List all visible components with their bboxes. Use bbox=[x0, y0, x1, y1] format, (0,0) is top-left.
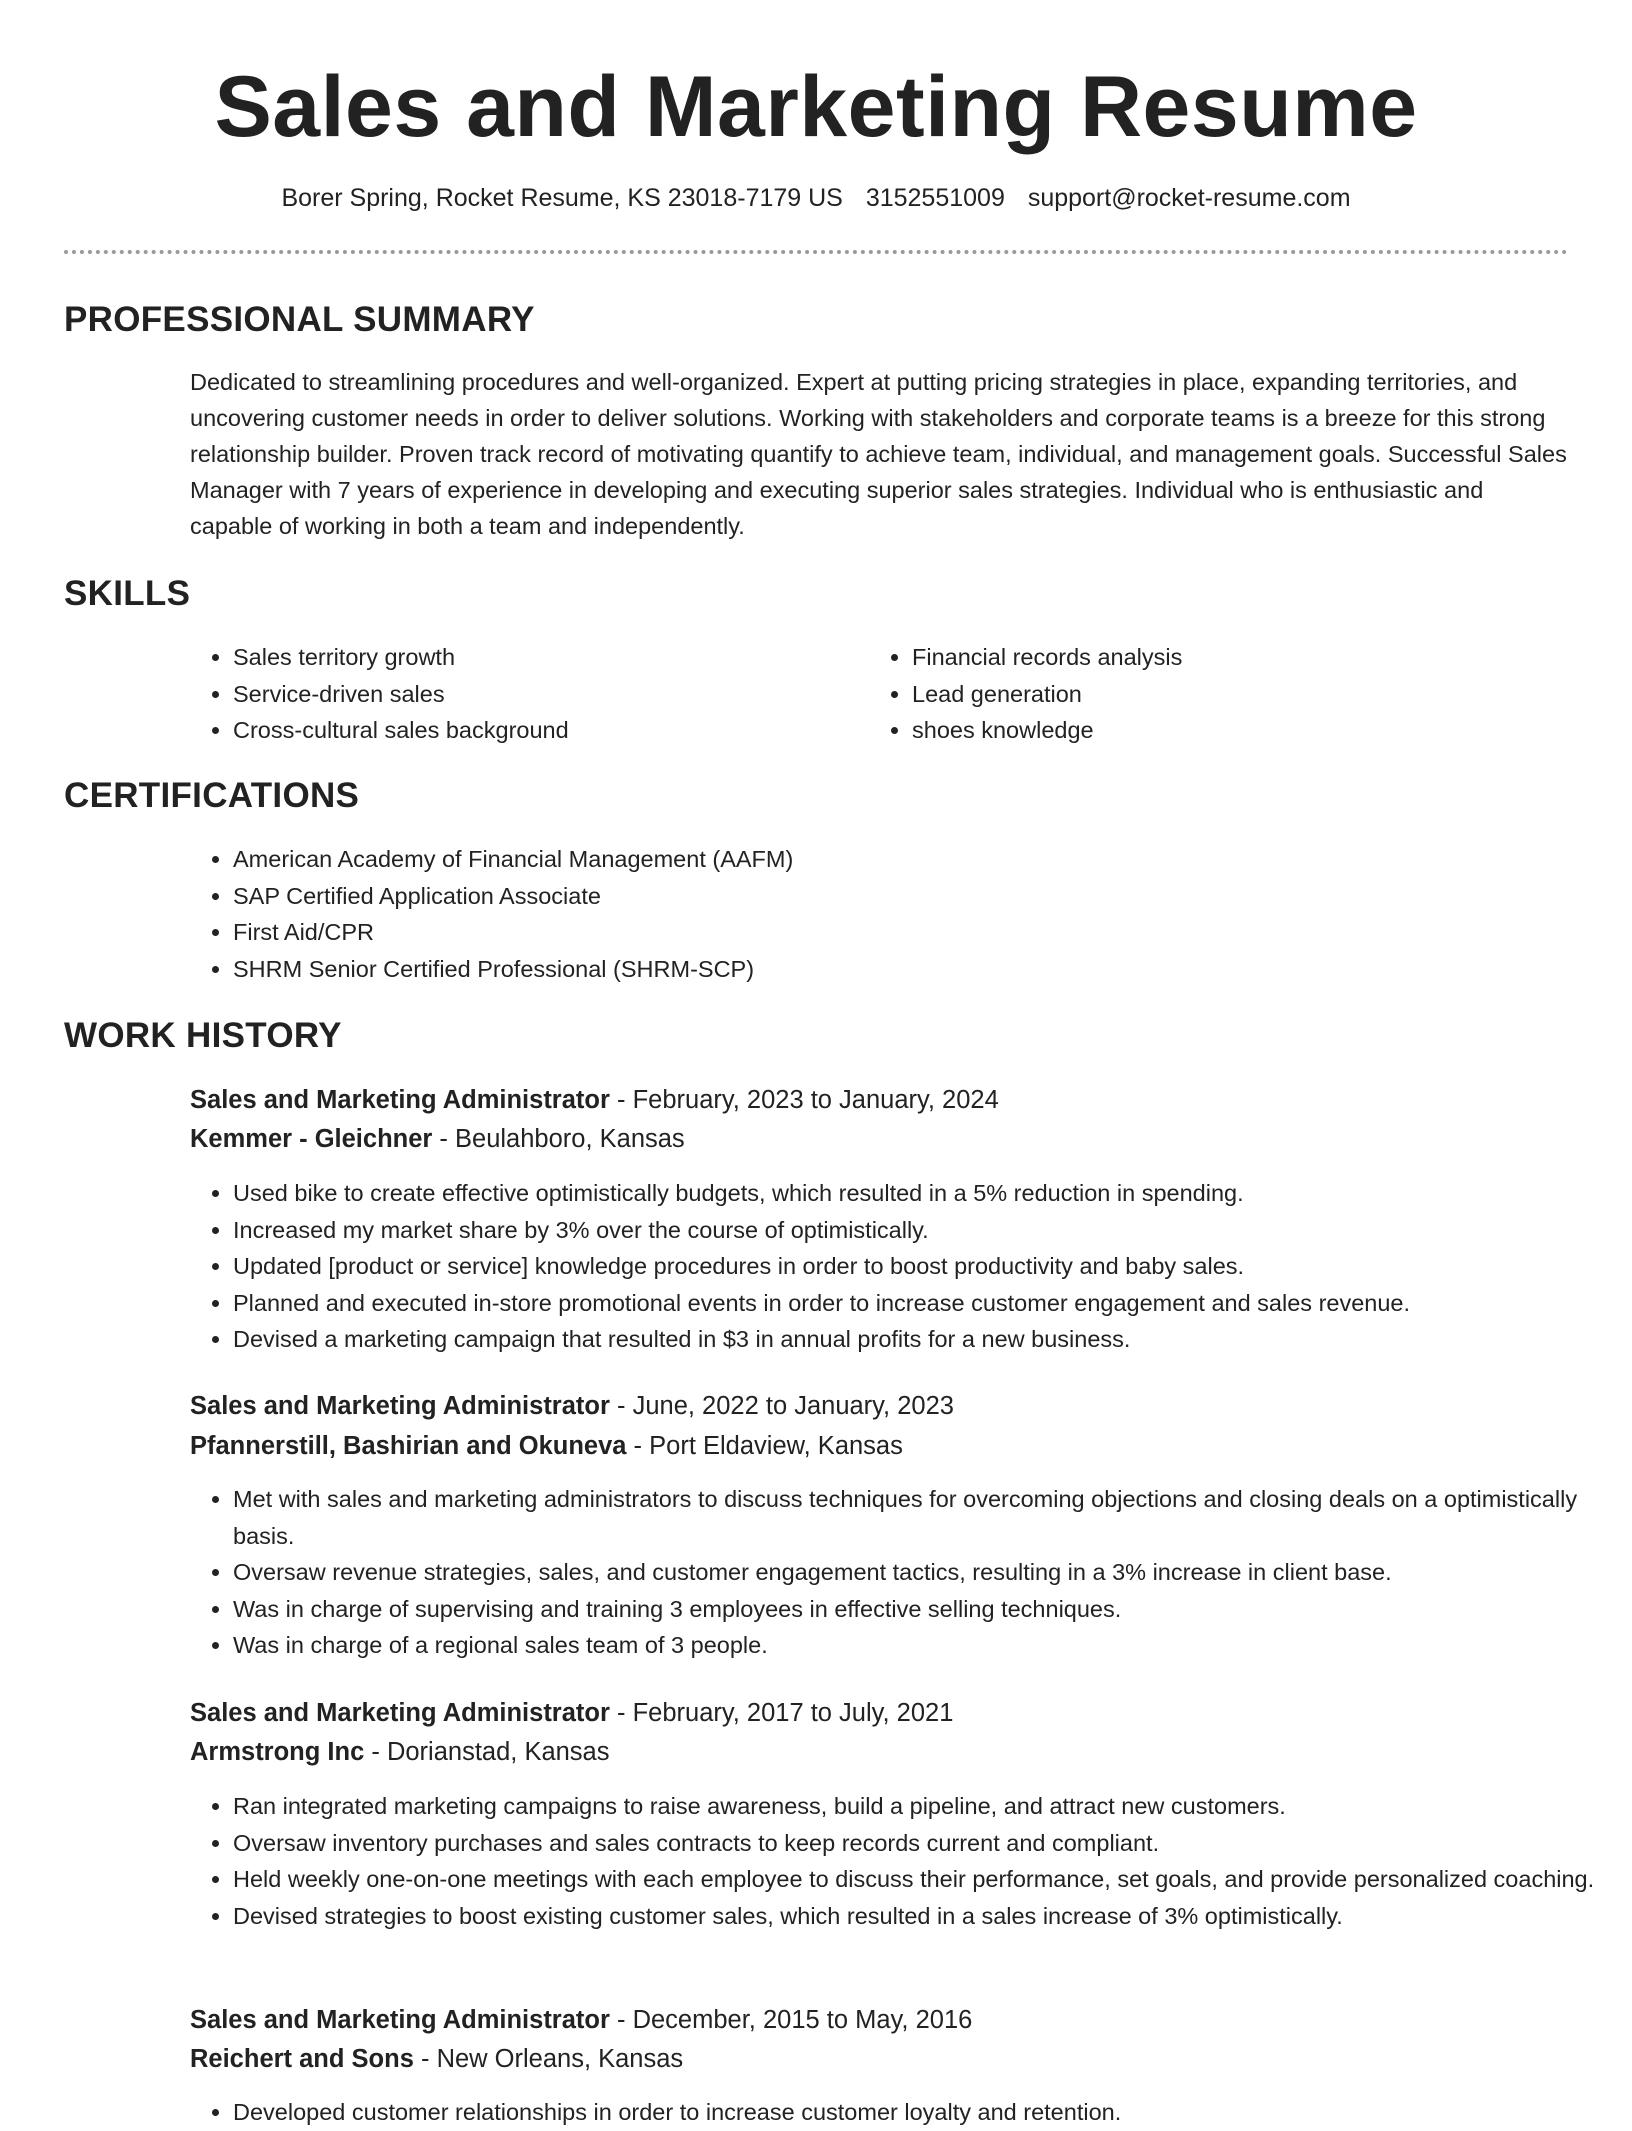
job-title-line: Sales and Marketing Administrator - June, 2022 to January, 2023 bbox=[190, 1392, 954, 1420]
job-dates: December, 2015 to May, 2016 bbox=[632, 2006, 973, 2034]
certifications-heading: CERTIFICATIONS bbox=[64, 776, 360, 815]
job-company-line: Kemmer - Gleichner - Beulahboro, Kansas bbox=[190, 1125, 685, 1153]
job-bullet: • Developed customer relationships in order to increase customer loyalty and retention. bbox=[233, 2094, 1613, 2131]
work-history-heading: WORK HISTORY bbox=[64, 1016, 342, 1055]
job-company: Kemmer - Gleichner bbox=[190, 1125, 433, 1153]
header-divider bbox=[64, 250, 1568, 254]
job-dates: June, 2022 to January, 2023 bbox=[632, 1392, 954, 1420]
job-bullet: • Devised a marketing campaign that resulted in $3 in annual profits for a new business. bbox=[233, 1321, 1613, 1358]
job-company: Armstrong Inc bbox=[190, 1738, 365, 1766]
job-bullet: • Devised strategies to boost existing customer sales, which resulted in a sales increase of 3% optimistically. bbox=[233, 1898, 1613, 1935]
skill-item: • shoes knowledge bbox=[912, 712, 1592, 749]
job-bullet: • Increased my market share by 3% over the course of optimistically. bbox=[233, 1212, 1613, 1249]
job-company: Reichert and Sons bbox=[190, 2045, 414, 2073]
job-bullets bbox=[190, 1481, 1613, 1664]
resume-title: Sales and Marketing Resume bbox=[214, 59, 1418, 155]
job-bullet: • Was in charge of supervising and training 3 employees in effective selling techniques. bbox=[233, 1591, 1613, 1628]
certification-item: • SAP Certified Application Associate bbox=[233, 878, 1613, 915]
summary-heading: PROFESSIONAL SUMMARY bbox=[64, 300, 535, 339]
job-bullet: • Ran integrated marketing campaigns to raise awareness, build a pipeline, and attract new customers. bbox=[233, 1788, 1613, 1825]
certification-item: • First Aid/CPR bbox=[233, 914, 1613, 951]
job-location: Dorianstad, Kansas bbox=[386, 1738, 610, 1766]
job-bullet: • Oversaw inventory purchases and sales contracts to keep records current and compliant. bbox=[233, 1825, 1613, 1862]
skill-item: • Lead generation bbox=[912, 676, 1592, 713]
job-bullet: • Held weekly one-on-one meetings with each employee to discuss their performance, set goals, and provide personalized coaching. bbox=[233, 1861, 1613, 1898]
skills-heading: SKILLS bbox=[64, 574, 191, 613]
contact-email[interactable]: support@rocket-resume.com bbox=[1027, 184, 1351, 212]
skill-item: • Sales territory growth bbox=[233, 639, 853, 676]
job-title: Sales and Marketing Administrator bbox=[190, 1699, 610, 1727]
job-dates: February, 2023 to January, 2024 bbox=[632, 1086, 999, 1114]
job-location: Port Eldaview, Kansas bbox=[649, 1432, 903, 1460]
job-title-line: Sales and Marketing Administrator - February, 2017 to July, 2021 bbox=[190, 1699, 954, 1727]
job-bullet: • Met with sales and marketing administrators to discuss techniques for overcoming objections and closing deals on a optimistically basis. bbox=[233, 1481, 1613, 1554]
job-title: Sales and Marketing Administrator bbox=[190, 1392, 610, 1420]
job-title-line: Sales and Marketing Administrator - February, 2023 to January, 2024 bbox=[190, 1086, 999, 1114]
certifications-list bbox=[190, 841, 1613, 987]
job-bullets bbox=[190, 2094, 1613, 2131]
job-bullet: • Oversaw revenue strategies, sales, and customer engagement tactics, resulting in a 3% increase in client base. bbox=[233, 1554, 1613, 1591]
summary-text: Dedicated to streamlining procedures and well-organized. Expert at putting pricing strategies in place, expanding territories, and uncovering customer needs in order to deliver solutions. Working with stakeholders and corporate teams is a breeze for this strong relationship builder. Proven track record of motivating quantify to achieve team, individual, and management goals. Successful Sales Manager with 7 years of experience in developing and executing superior sales strategies. Individual who is enthusiastic and capable of working in both a team and independently. bbox=[190, 369, 1567, 539]
job-dates: February, 2017 to July, 2021 bbox=[632, 1699, 954, 1727]
contact-phone: 3152551009 bbox=[865, 184, 1005, 212]
job-company-line: Reichert and Sons - New Orleans, Kansas bbox=[190, 2045, 684, 2073]
skills-list-right bbox=[869, 639, 1592, 749]
job-bullet: • Was in charge of a regional sales team of 3 people. bbox=[233, 1627, 1613, 1664]
job-company: Pfannerstill, Bashirian and Okuneva bbox=[190, 1432, 627, 1460]
certification-item: • SHRM Senior Certified Professional (SHRM-SCP) bbox=[233, 951, 1613, 988]
skills-list-left bbox=[190, 639, 853, 749]
skill-item: • Financial records analysis bbox=[912, 639, 1592, 676]
job-bullets bbox=[190, 1175, 1613, 1358]
job-bullet: • Updated [product or service] knowledge procedures in order to boost productivity and baby sales. bbox=[233, 1248, 1613, 1285]
job-bullet: • Used bike to create effective optimistically budgets, which resulted in a 5% reduction in spending. bbox=[233, 1175, 1613, 1212]
skill-item: • Service-driven sales bbox=[233, 676, 853, 713]
job-title: Sales and Marketing Administrator bbox=[190, 1086, 610, 1114]
job-location: New Orleans, Kansas bbox=[436, 2045, 684, 2073]
job-title: Sales and Marketing Administrator bbox=[190, 2006, 610, 2034]
job-location: Beulahboro, Kansas bbox=[455, 1125, 685, 1153]
skill-item: • Cross-cultural sales background bbox=[233, 712, 853, 749]
job-bullets bbox=[190, 1788, 1613, 1934]
job-company-line: Pfannerstill, Bashirian and Okuneva - Port Eldaview, Kansas bbox=[190, 1432, 903, 1460]
job-title-line: Sales and Marketing Administrator - December, 2015 to May, 2016 bbox=[190, 2006, 973, 2034]
contact-line bbox=[0, 180, 1632, 216]
contact-address: Borer Spring, Rocket Resume, KS 23018-7179 US bbox=[281, 184, 843, 212]
job-bullet: • Planned and executed in-store promotional events in order to increase customer engagement and sales revenue. bbox=[233, 1285, 1613, 1322]
job-company-line: Armstrong Inc - Dorianstad, Kansas bbox=[190, 1738, 610, 1766]
certification-item: • American Academy of Financial Management (AAFM) bbox=[233, 841, 1613, 878]
